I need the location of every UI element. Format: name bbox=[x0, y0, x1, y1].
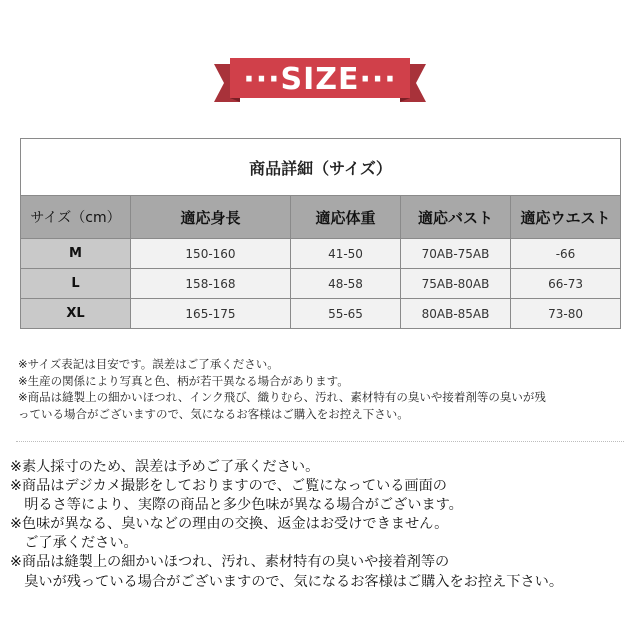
notes-small bbox=[18, 356, 628, 422]
height-cell: 158-168 bbox=[131, 269, 291, 299]
size-table bbox=[20, 138, 621, 329]
header-waist: 適応ウエスト bbox=[511, 196, 621, 239]
bust-cell: 75AB-80AB bbox=[401, 269, 511, 299]
header-height: 適応身長 bbox=[131, 196, 291, 239]
notes-large bbox=[10, 458, 636, 592]
header-weight: 適応体重 bbox=[291, 196, 401, 239]
waist-cell: 73-80 bbox=[511, 299, 621, 329]
size-banner bbox=[214, 58, 426, 102]
note-line: っている場合がございますので、気になるお客様はご購入をお控え下さい。 bbox=[18, 406, 409, 421]
note-line: ※商品はデジカメ撮影をしておりますので、ご覧になっている画面の bbox=[10, 478, 447, 495]
note-line: 臭いが残っている場合がございますので、気になるお客様はご購入をお控え下さい。 bbox=[10, 573, 564, 590]
table-header-row bbox=[21, 196, 621, 239]
size-cell: XL bbox=[21, 299, 131, 329]
weight-cell: 48-58 bbox=[291, 269, 401, 299]
note-line: ご了承ください。 bbox=[10, 535, 138, 552]
height-cell: 150-160 bbox=[131, 239, 291, 269]
table-title-row bbox=[21, 139, 621, 196]
waist-cell: -66 bbox=[511, 239, 621, 269]
header-size: サイズ（cm） bbox=[21, 196, 131, 239]
table-row bbox=[21, 239, 621, 269]
note-line: ※素人採寸のため、誤差は予めご了承ください。 bbox=[10, 459, 320, 475]
note-line: ※色味が異なる、臭いなどの理由の交換、返金はお受けできません。 bbox=[10, 516, 449, 533]
note-line: ※商品は縫製上の細かいほつれ、インク飛び、織りむら、汚れ、素材特有の臭いや接着剤等の臭いが残 bbox=[18, 390, 546, 404]
dotted-divider bbox=[16, 441, 624, 443]
size-cell: M bbox=[21, 239, 131, 269]
table-row bbox=[21, 269, 621, 299]
size-cell: L bbox=[21, 269, 131, 299]
waist-cell: 66-73 bbox=[511, 269, 621, 299]
note-line: ※商品は縫製上の細かいほつれ、汚れ、素材特有の臭いや接着剤等の bbox=[10, 554, 450, 571]
note-line: ※サイズ表記は目安です。誤差はご了承ください。 bbox=[18, 357, 279, 371]
table-title: 商品詳細（サイズ） bbox=[21, 139, 621, 196]
weight-cell: 55-65 bbox=[291, 299, 401, 329]
bust-cell: 80AB-85AB bbox=[401, 299, 511, 329]
height-cell: 165-175 bbox=[131, 299, 291, 329]
note-line: 明るさ等により、実際の商品と多少色味が異なる場合がございます。 bbox=[10, 497, 463, 514]
table-row bbox=[21, 299, 621, 329]
bust-cell: 70AB-75AB bbox=[401, 239, 511, 269]
note-line: ※生産の関係により写真と色、柄が若干異なる場合があります。 bbox=[18, 373, 349, 388]
weight-cell: 41-50 bbox=[291, 239, 401, 269]
header-bust: 適応バスト bbox=[401, 196, 511, 239]
banner-title: ···SIZE··· bbox=[243, 62, 397, 97]
